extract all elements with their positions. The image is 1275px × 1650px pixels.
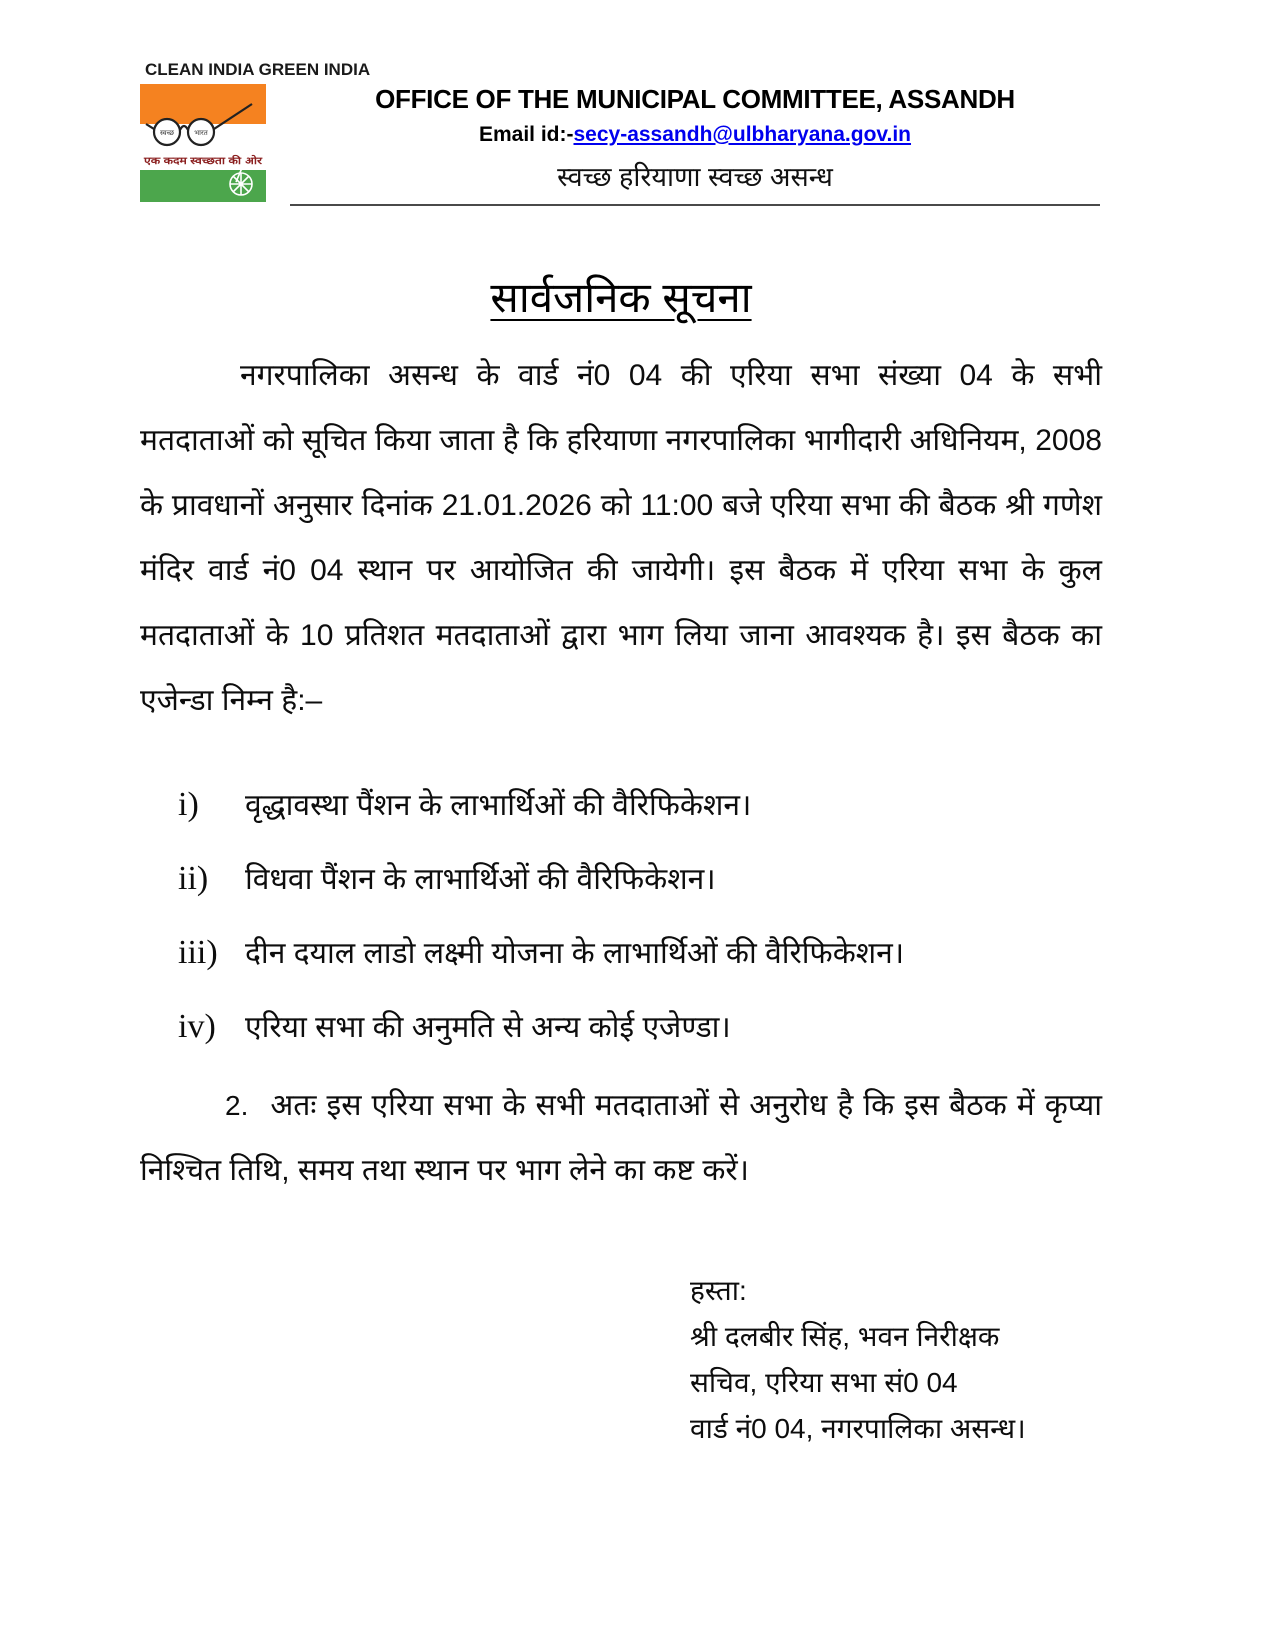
signature-line: श्री दलबीर सिंह, भवन निरीक्षक (690, 1321, 1000, 1352)
signature-block (690, 1268, 1026, 1452)
swachh-bharat-logo-graphic (140, 84, 266, 202)
hindi-tagline: स्वच्छ हरियाणा स्वच्छ असन्ध (557, 162, 833, 192)
agenda-item (140, 783, 1102, 833)
agenda-marker: i) (178, 786, 199, 823)
notice-paragraph-1: नगरपालिका असन्ध के वार्ड नं0 04 की एरिया सभा संख्या 04 के सभी मतदाताओं को सूचित किया जाता है कि हरियाणा नगरपालिका भागीदारी अधिनियम, 2008 के प्रावधानों अनुसार दिनांक 21.01.2026 को 11:00 बजे एरिया सभा की बैठक श्री गणेश मंदिर वार्ड नं0 04 स्थान पर आयोजित की जायेगी। इस बैठक में एरिया सभा के कुल मतदाताओं के 10 प्रतिशत मतदाताओं द्वारा भाग लिया जाना आवश्यक है। इस बैठक का एजेन्डा निम्न है:– (140, 359, 1102, 717)
header-divider (290, 204, 1100, 206)
signature-line: सचिव, एरिया सभा सं0 04 (690, 1367, 958, 1398)
agenda-text: विधवा पैंशन के लाभार्थिओं की वैरिफिकेशन। (245, 863, 716, 896)
signature-line: हस्ता: (690, 1275, 747, 1306)
signature-line: वार्ड नं0 04, नगरपालिका असन्ध। (690, 1413, 1026, 1444)
agenda-text: एरिया सभा की अनुमति से अन्य कोई एजेण्डा। (245, 1011, 731, 1044)
notice-title: सार्वजनिक सूचना (490, 274, 752, 321)
email-label: Email id:- (478, 123, 574, 146)
flag-saffron-band (140, 84, 266, 124)
paragraph-2-number: 2. (225, 1090, 249, 1121)
agenda-marker: ii) (178, 860, 209, 897)
email-line (290, 123, 1100, 147)
agenda-marker: iv) (178, 1008, 216, 1045)
agenda-item (140, 931, 1102, 981)
notice-paragraph-2 (140, 1073, 1102, 1203)
logo-lens-right-label: भारत (194, 130, 208, 137)
swachh-bharat-logo (140, 84, 266, 202)
agenda-marker: iii) (178, 934, 218, 971)
agenda-text: वृद्धावस्था पैंशन के लाभार्थिओं की वैरिफिकेशन। (245, 789, 752, 822)
agenda-item (140, 1005, 1102, 1055)
paragraph-2-text: अतः इस एरिया सभा के सभी मतदाताओं से अनुरोध है कि इस बैठक में कृप्या निश्चित तिथि, समय तथा स्थान पर भाग लेने का कष्ट करें। (140, 1089, 1102, 1187)
agenda-item (140, 857, 1102, 907)
office-title: OFFICE OF THE MUNICIPAL COMMITTEE, ASSANDH (375, 84, 1015, 114)
clean-india-tagline: CLEAN INDIA GREEN INDIA (145, 60, 371, 79)
agenda-list (140, 783, 1102, 1079)
logo-lens-left-label: स्वच्छ (159, 130, 175, 137)
agenda-text: दीन दयाल लाडो लक्ष्मी योजना के लाभार्थिओं की वैरिफिकेशन। (245, 937, 905, 970)
header-text-block (290, 84, 1100, 194)
logo-caption: एक कदम स्वच्छता की ओर (144, 156, 241, 167)
email-link[interactable]: secy-assandh@ulbharyana.gov.in (573, 123, 912, 146)
